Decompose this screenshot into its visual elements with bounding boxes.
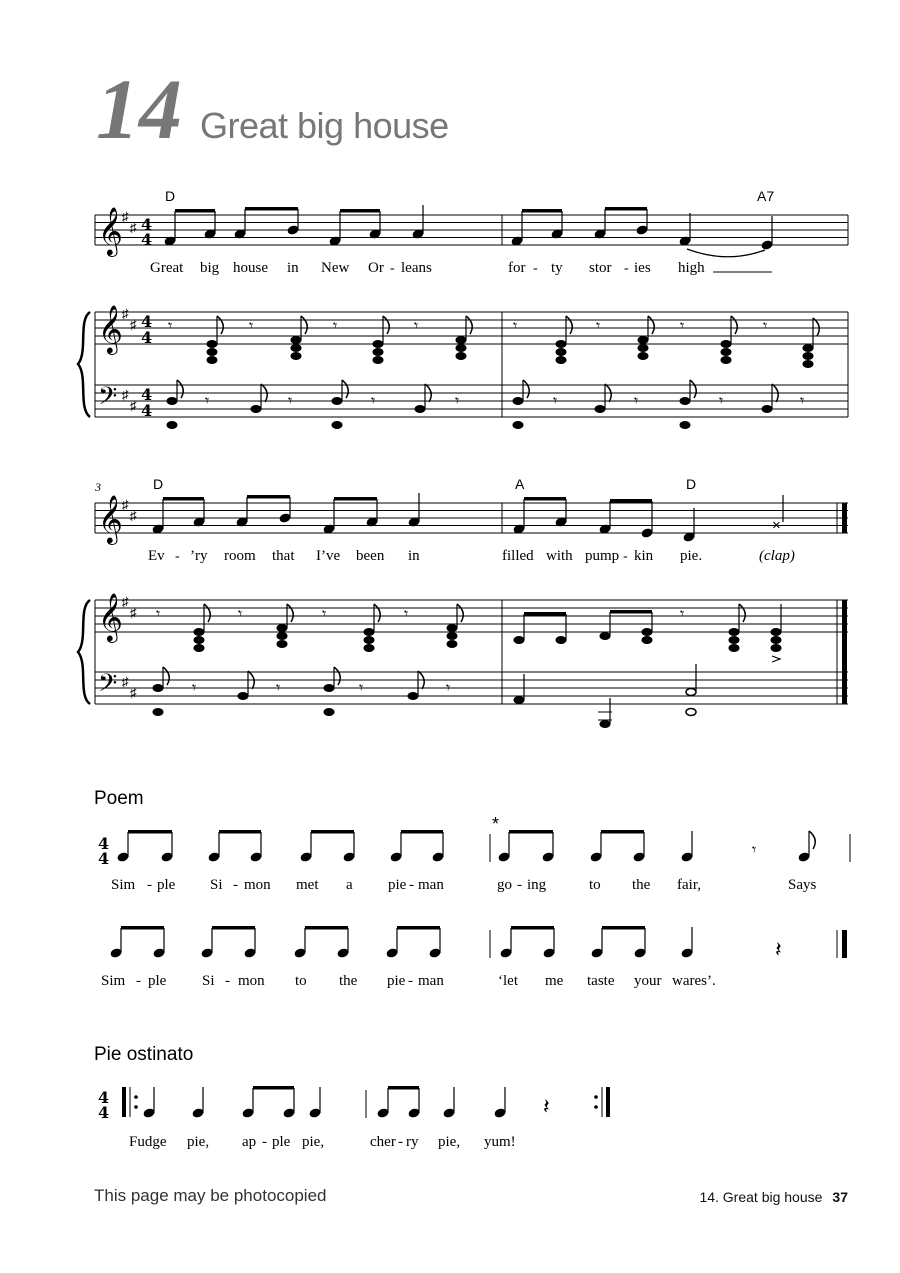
svg-text:𝄾: 𝄾 — [359, 680, 364, 697]
lyric: pump — [585, 548, 620, 564]
piano-rh-1 — [168, 318, 767, 335]
svg-text:𝄾: 𝄾 — [404, 606, 409, 623]
svg-text:-: - — [409, 877, 414, 893]
lyric: Or — [368, 260, 384, 276]
song-number: 14 — [96, 61, 182, 157]
footer-note: This page may be photocopied — [94, 1186, 327, 1205]
poem-word: to — [589, 877, 601, 893]
chord-symbols-2 — [153, 476, 696, 492]
poem-word: taste — [587, 973, 615, 989]
ostinato-word: pie, — [438, 1134, 461, 1150]
poem-rhythm-2 — [110, 926, 847, 962]
svg-text:♯: ♯ — [130, 508, 137, 523]
clap-instruction: (clap) — [759, 548, 795, 564]
poem-rhythm-1 — [98, 814, 850, 868]
lyric: New — [321, 260, 350, 276]
svg-text:-: - — [136, 973, 141, 989]
svg-text:𝄾: 𝄾 — [800, 393, 805, 410]
ostinato-word: pie, — [302, 1134, 325, 1150]
svg-text:4: 4 — [98, 1103, 110, 1122]
svg-text:×: × — [772, 517, 781, 534]
lyric: in — [408, 548, 420, 564]
svg-text:-: - — [408, 973, 413, 989]
svg-text:𝄾: 𝄾 — [634, 393, 639, 410]
poem-word: the — [632, 877, 651, 893]
lyric: Ev — [148, 548, 165, 564]
svg-text:𝄾: 𝄾 — [276, 680, 281, 697]
poem-lyrics-1 — [111, 877, 817, 893]
svg-text:𝄾: 𝄾 — [596, 318, 601, 335]
timesig-top: 4 — [141, 215, 153, 234]
song-title: Great big house — [200, 105, 449, 146]
melody-notes-1 — [164, 205, 773, 257]
poem-word: ple — [148, 973, 167, 989]
poem-word: pie — [388, 877, 407, 893]
svg-text:-: - — [390, 261, 395, 276]
svg-text:4: 4 — [141, 385, 153, 404]
poem-word: your — [634, 973, 662, 989]
svg-text:4: 4 — [98, 849, 110, 868]
lyric: ies — [634, 260, 651, 276]
poem-word: Si — [210, 877, 223, 893]
lyric: big — [200, 260, 220, 276]
poem-word: me — [545, 973, 564, 989]
svg-text:♯: ♯ — [122, 306, 129, 321]
svg-text:𝄾: 𝄾 — [333, 318, 338, 335]
lyrics-1 — [150, 260, 705, 276]
poem-word: ing — [527, 877, 547, 893]
lyric: I’ve — [316, 548, 341, 564]
system-1 — [78, 215, 848, 417]
chord-d: D — [165, 188, 176, 204]
clefs-1 — [98, 206, 152, 420]
svg-text:4: 4 — [141, 328, 153, 347]
brace-2 — [78, 600, 90, 704]
poem-word: Si — [202, 973, 215, 989]
poem-word: go — [497, 877, 512, 893]
ostinato-word: ry — [406, 1134, 419, 1150]
svg-text:♯: ♯ — [130, 317, 137, 332]
svg-text:𝄞: 𝄞 — [98, 494, 123, 543]
poem-word: wares’. — [672, 973, 716, 989]
svg-text:-: - — [175, 549, 180, 564]
svg-text:𝄢: 𝄢 — [98, 382, 118, 417]
lyric: high — [678, 260, 705, 276]
ostinato-heading: Pie ostinato — [94, 1044, 194, 1065]
poem-word: Says — [788, 877, 817, 893]
svg-text:-: - — [262, 1134, 267, 1150]
chord-symbols-1 — [165, 188, 774, 204]
lyric: for — [508, 260, 526, 276]
svg-text:𝄽: 𝄽 — [775, 937, 782, 962]
svg-text:♯: ♯ — [122, 594, 129, 609]
lyric: with — [546, 548, 573, 564]
poem-word: to — [295, 973, 307, 989]
svg-text:-: - — [533, 261, 538, 276]
ostinato-word: pie, — [187, 1134, 210, 1150]
poem-word: the — [339, 973, 358, 989]
svg-text:𝄾: 𝄾 — [446, 680, 451, 697]
poem-word: ple — [157, 877, 176, 893]
svg-text:♯: ♯ — [130, 398, 137, 413]
svg-text:𝄾: 𝄾 — [455, 393, 460, 410]
svg-text:𝄾: 𝄾 — [238, 606, 243, 623]
poem-word: a — [346, 877, 353, 893]
svg-text:𝄾: 𝄾 — [414, 318, 419, 335]
poem-word: mon — [238, 973, 265, 989]
lyric: ty — [551, 260, 563, 276]
piano-lh-1 — [167, 380, 804, 429]
lyric: filled — [502, 548, 534, 564]
system-2 — [78, 503, 848, 704]
lyric: in — [287, 260, 299, 276]
measure-number: 3 — [95, 480, 101, 494]
svg-text:♯: ♯ — [130, 685, 137, 700]
svg-text:4: 4 — [141, 312, 153, 331]
svg-text:♯: ♯ — [122, 209, 129, 224]
ostinato-word: ap — [242, 1134, 257, 1150]
poem-word: mon — [244, 877, 271, 893]
chord-d: D — [153, 476, 164, 492]
svg-text:-: - — [517, 877, 522, 893]
svg-text:♯: ♯ — [122, 497, 129, 512]
svg-text:𝄾: 𝄾 — [156, 606, 161, 623]
timesig-bottom: 4 — [141, 230, 153, 249]
lyrics-2 — [148, 548, 795, 564]
svg-text:𝄾: 𝄾 — [371, 393, 376, 410]
lyric: room — [224, 548, 256, 564]
svg-text:𝄢: 𝄢 — [98, 669, 118, 704]
svg-text:𝄾: 𝄾 — [719, 393, 724, 410]
svg-text:𝄾: 𝄾 — [322, 606, 327, 623]
ostinato-word: cher — [370, 1134, 396, 1150]
svg-text:♯: ♯ — [122, 387, 129, 402]
lyric: house — [233, 260, 268, 276]
clefs-2 — [94, 480, 137, 704]
svg-text:𝄾: 𝄾 — [205, 393, 210, 410]
poem-word: Sim — [111, 877, 136, 893]
voice-staff-1 — [95, 215, 848, 245]
svg-text:4: 4 — [98, 1088, 110, 1107]
poem-word: fair, — [677, 877, 701, 893]
chord-a: A — [515, 476, 525, 492]
svg-text:𝄾: 𝄾 — [763, 318, 768, 335]
ostinato-word: ple — [272, 1134, 291, 1150]
lyric: stor — [589, 260, 612, 276]
svg-text:-: - — [398, 1134, 403, 1150]
poem-word: Sim — [101, 973, 126, 989]
svg-text:𝄾: 𝄾 — [680, 318, 685, 335]
svg-text:𝄞: 𝄞 — [98, 592, 123, 641]
asterisk: * — [492, 814, 500, 834]
svg-text:♯: ♯ — [130, 220, 137, 235]
chord-d: D — [686, 476, 697, 492]
svg-text:-: - — [147, 877, 152, 893]
ostinato-rhythm — [98, 1086, 610, 1122]
page-number: 37 — [832, 1189, 848, 1205]
svg-text:𝄾: 𝄾 — [168, 318, 173, 335]
brace-1 — [78, 312, 90, 417]
poem-word: ‘let — [498, 973, 518, 989]
ostinato-word: yum! — [484, 1134, 516, 1150]
lyric: pie. — [680, 548, 703, 564]
svg-text:-: - — [623, 549, 628, 564]
svg-text:𝄾: 𝄾 — [249, 318, 254, 335]
poem-word: man — [418, 877, 444, 893]
poem-heading: Poem — [94, 788, 144, 809]
svg-text:𝄾: 𝄾 — [752, 842, 757, 859]
svg-text:♯: ♯ — [130, 605, 137, 620]
svg-text:𝄾: 𝄾 — [553, 393, 558, 410]
svg-text:-: - — [233, 877, 238, 893]
svg-text:𝄾: 𝄾 — [192, 680, 197, 697]
lyric: leans — [401, 260, 432, 276]
svg-text:𝄞: 𝄞 — [98, 206, 123, 255]
footer-song-title: 14. Great big house — [699, 1189, 823, 1205]
svg-text:𝄾: 𝄾 — [680, 606, 685, 623]
footer-page-info — [699, 1189, 848, 1205]
lyric: kin — [634, 548, 654, 564]
lyric: that — [272, 548, 295, 564]
poem-word: met — [296, 877, 319, 893]
chord-a7: A7 — [757, 188, 775, 204]
poem-lyrics-2 — [101, 973, 716, 989]
svg-text:𝄾: 𝄾 — [288, 393, 293, 410]
lyric: ’ry — [190, 548, 208, 564]
poem-word: pie — [387, 973, 406, 989]
svg-text:𝄞: 𝄞 — [98, 304, 123, 353]
svg-text:𝄾: 𝄾 — [513, 318, 518, 335]
piano-rh-2 — [156, 604, 781, 662]
svg-text:4: 4 — [98, 834, 110, 853]
lyric: been — [356, 548, 385, 564]
svg-text:𝄽: 𝄽 — [543, 1094, 550, 1119]
svg-text:4: 4 — [141, 401, 153, 420]
ostinato-lyrics — [129, 1134, 516, 1150]
lyric: Great — [150, 260, 184, 276]
svg-text:-: - — [225, 973, 230, 989]
svg-text:-: - — [624, 261, 629, 276]
svg-text:♯: ♯ — [122, 674, 129, 689]
poem-word: man — [418, 973, 444, 989]
ostinato-word: Fudge — [129, 1134, 167, 1150]
